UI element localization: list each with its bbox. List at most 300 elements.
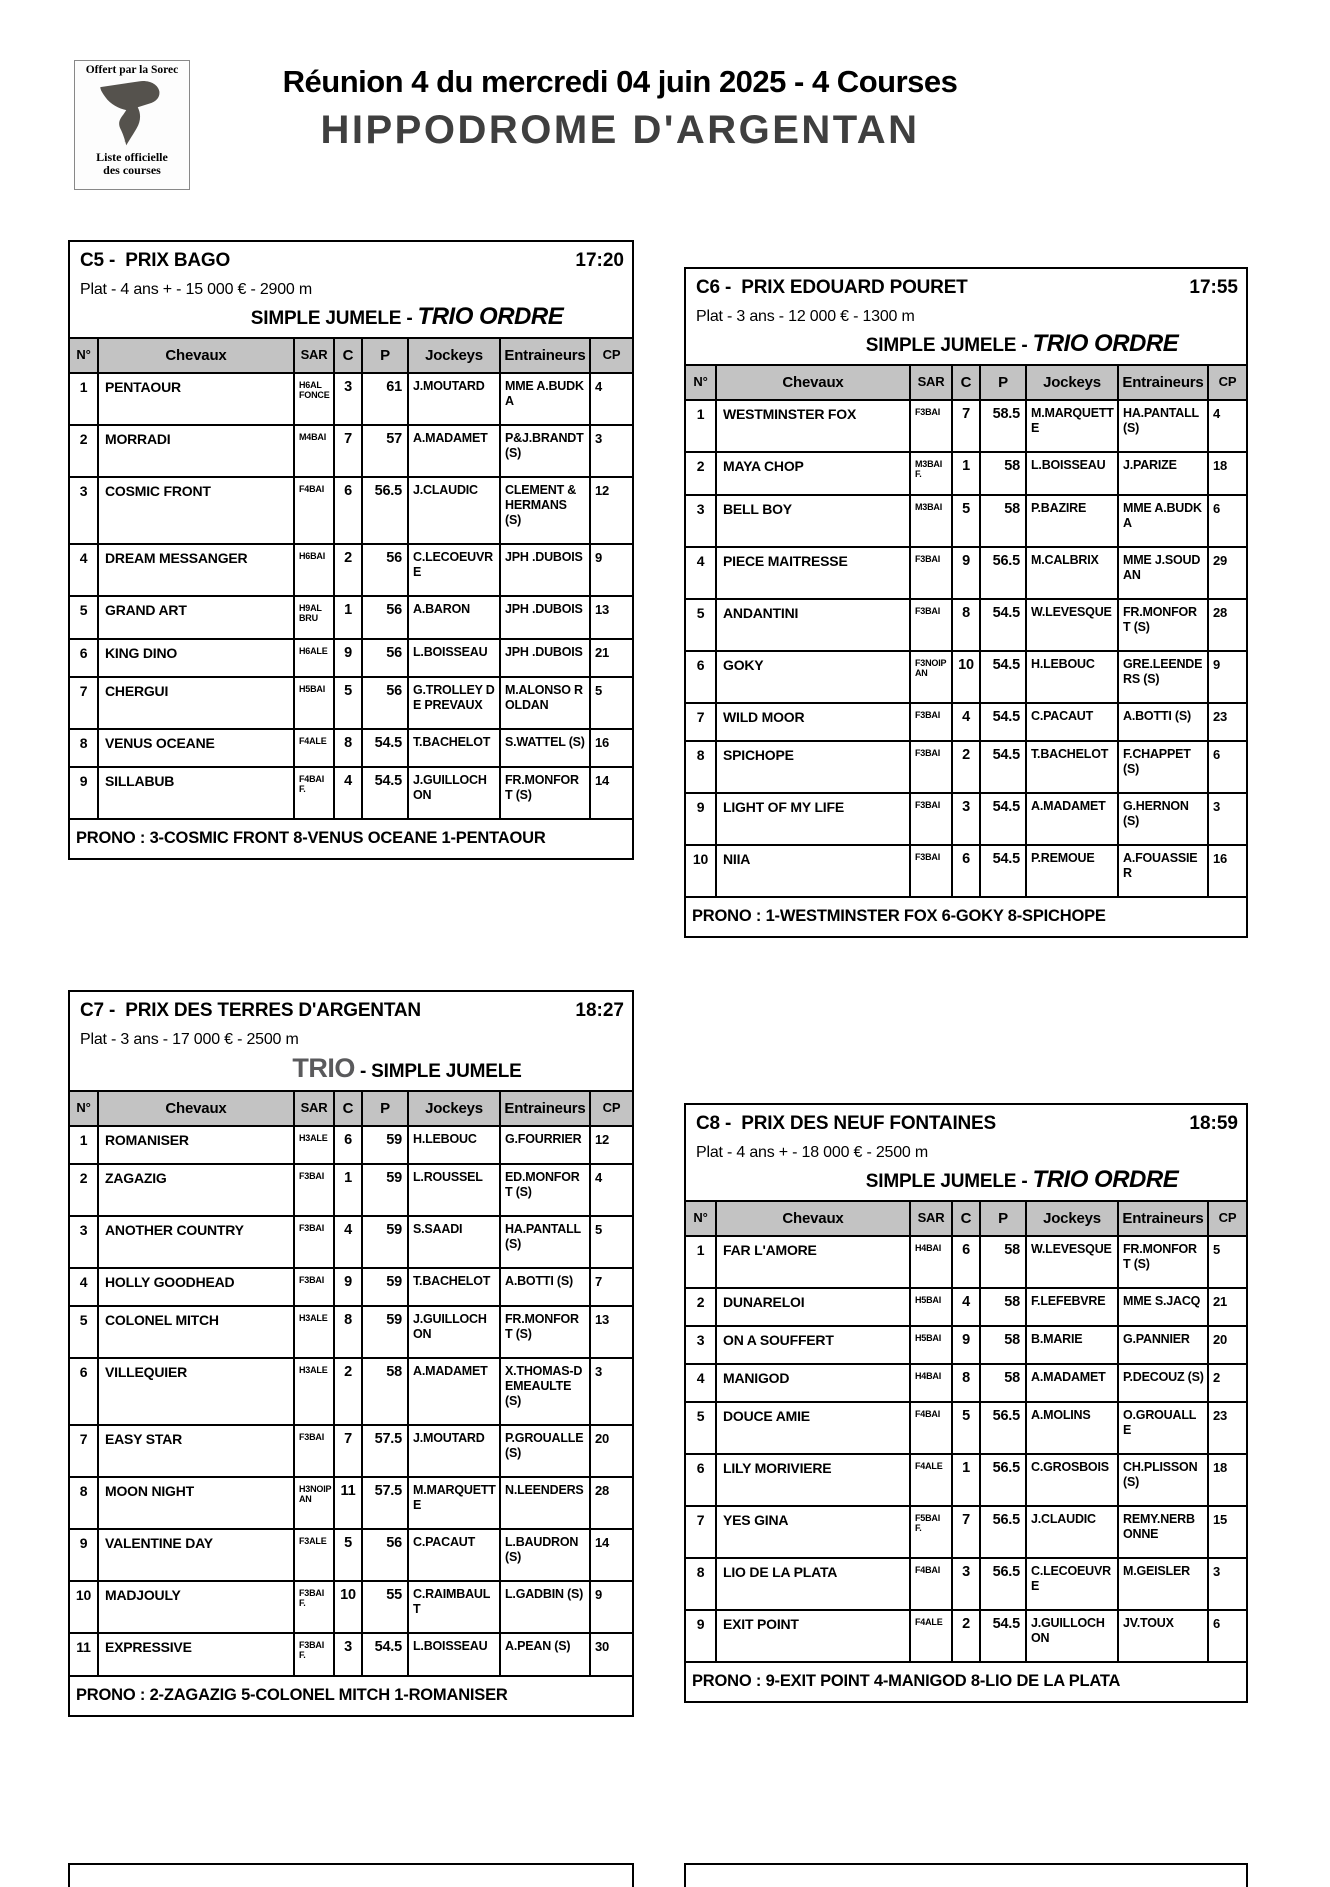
cp-value: 12 [590, 477, 632, 544]
jockey-name: L.ROUSSEL [408, 1164, 500, 1216]
trainer-name: O.GROUALLE [1118, 1402, 1208, 1454]
horse-name: LIO DE LA PLATA [716, 1558, 910, 1610]
jockey-name: C.LECOEUVRE [408, 544, 500, 596]
jockey-name: T.BACHELOT [408, 1268, 500, 1306]
jockey-name: A.MADAMET [1026, 793, 1118, 845]
jockey-name: J.MOUTARD [408, 1425, 500, 1477]
col-header-num: N° [686, 1202, 716, 1236]
table-header-row [70, 339, 632, 373]
horse-sar: F3BAI [294, 1216, 334, 1268]
col-header-c: C [952, 1202, 980, 1236]
jockey-name: J.CLAUDIC [408, 477, 500, 544]
corde-number: 9 [334, 639, 362, 677]
poids-value: 57.5 [362, 1477, 408, 1529]
cp-value: 16 [590, 729, 632, 767]
corde-number: 2 [334, 1358, 362, 1425]
prono-row [70, 1676, 632, 1715]
horse-row [686, 1558, 1246, 1610]
cp-value: 29 [1208, 547, 1246, 599]
poids-value: 56.5 [980, 1454, 1026, 1506]
row-number: 6 [70, 639, 98, 677]
trainer-name: A.PEAN (S) [500, 1633, 590, 1676]
cp-value: 7 [590, 1268, 632, 1306]
poids-value: 56 [362, 544, 408, 596]
horse-row [70, 1216, 632, 1268]
horse-sar: H6BAI [294, 544, 334, 596]
jockey-name: H.LEBOUC [1026, 651, 1118, 703]
col-header-sar: SAR [294, 1092, 334, 1126]
row-number: 4 [70, 544, 98, 596]
horse-row [686, 793, 1246, 845]
jockey-name: M.CALBRIX [1026, 547, 1118, 599]
horse-name: ZAGAZIG [98, 1164, 294, 1216]
cp-value: 23 [1208, 703, 1246, 741]
horse-sar: F4ALE [910, 1610, 952, 1662]
jockey-name: A.MADAMET [408, 425, 500, 477]
corde-number: 7 [952, 1506, 980, 1558]
poids-value: 59 [362, 1126, 408, 1164]
horse-sar: F3BAI [910, 547, 952, 599]
horse-name: BELL BOY [716, 495, 910, 547]
trainer-name: G.FOURRIER [500, 1126, 590, 1164]
row-number: 9 [70, 767, 98, 819]
next-table-cutoff-left [68, 1863, 634, 1887]
race-bet-types [80, 1053, 624, 1084]
poids-value: 61 [362, 373, 408, 425]
poids-value: 54.5 [980, 741, 1026, 793]
horse-sar: F3BAI [910, 703, 952, 741]
row-number: 3 [686, 495, 716, 547]
trainer-name: L.GADBIN (S) [500, 1581, 590, 1633]
jockey-name: B.MARIE [1026, 1326, 1118, 1364]
horse-name: VALENTINE DAY [98, 1529, 294, 1581]
row-number: 3 [686, 1326, 716, 1364]
corde-number: 1 [334, 596, 362, 639]
col-header-horse: Chevaux [716, 366, 910, 400]
poids-value: 56 [362, 677, 408, 729]
horse-row [70, 544, 632, 596]
col-header-cp: CP [590, 1092, 632, 1126]
trainer-name: G.PANNIER [1118, 1326, 1208, 1364]
trainer-name: JPH .DUBOIS [500, 596, 590, 639]
poids-value: 57.5 [362, 1425, 408, 1477]
horse-sar: H5BAI [910, 1326, 952, 1364]
horse-sar: H3NOIP AN [294, 1477, 334, 1529]
race-header [70, 242, 632, 339]
cp-value: 28 [590, 1477, 632, 1529]
col-header-sar: SAR [910, 366, 952, 400]
corde-number: 1 [334, 1164, 362, 1216]
race-time: 18:27 [575, 1000, 624, 1021]
col-header-c: C [952, 366, 980, 400]
col-header-c: C [334, 339, 362, 373]
cp-value: 2 [1208, 1364, 1246, 1402]
corde-number: 8 [334, 1306, 362, 1358]
cp-value: 21 [1208, 1288, 1246, 1326]
poids-value: 58 [362, 1358, 408, 1425]
race-conditions: Plat - 3 ans - 12 000 € - 1300 m [696, 308, 915, 325]
cp-value: 3 [590, 425, 632, 477]
corde-number: 7 [952, 400, 980, 452]
horse-sar: F4ALE [910, 1454, 952, 1506]
trainer-name: FR.MONFORT (S) [1118, 1236, 1208, 1288]
col-header-p: P [362, 339, 408, 373]
horse-name: YES GINA [716, 1506, 910, 1558]
horse-name: DUNARELOI [716, 1288, 910, 1326]
jockey-name: C.PACAUT [408, 1529, 500, 1581]
corde-number: 8 [334, 729, 362, 767]
trainer-name: MME A.BUDKA [500, 373, 590, 425]
horse-name: VENUS OCEANE [98, 729, 294, 767]
poids-value: 56.5 [980, 1506, 1026, 1558]
horse-name: WESTMINSTER FOX [716, 400, 910, 452]
cp-value: 20 [1208, 1326, 1246, 1364]
corde-number: 7 [334, 425, 362, 477]
trainer-name: P.DECOUZ (S) [1118, 1364, 1208, 1402]
poids-value: 54.5 [980, 651, 1026, 703]
poids-value: 56.5 [980, 1402, 1026, 1454]
corde-number: 10 [334, 1581, 362, 1633]
horse-name: LIGHT OF MY LIFE [716, 793, 910, 845]
horse-row [70, 639, 632, 677]
table-header-row [70, 1092, 632, 1126]
trainer-name: JV.TOUX [1118, 1610, 1208, 1662]
horse-name: DREAM MESSANGER [98, 544, 294, 596]
row-number: 2 [686, 1288, 716, 1326]
cp-value: 3 [590, 1358, 632, 1425]
jockey-name: P.REMOUE [1026, 845, 1118, 897]
race-card-c7 [68, 990, 634, 1717]
trainer-name: G.HERNON (S) [1118, 793, 1208, 845]
row-number: 3 [70, 477, 98, 544]
poids-value: 56 [362, 596, 408, 639]
horse-sar: F5BAI F. [910, 1506, 952, 1558]
jockey-name: C.LECOEUVRE [1026, 1558, 1118, 1610]
horse-sar: F3BAI [910, 793, 952, 845]
cp-value: 4 [590, 1164, 632, 1216]
prono-line: PRONO : 3-COSMIC FRONT 8-VENUS OCEANE 1-PENTAOUR [70, 819, 632, 858]
corde-number: 2 [952, 741, 980, 793]
horse-sar: H4BAI [910, 1364, 952, 1402]
corde-number: 6 [334, 1126, 362, 1164]
col-header-c: C [334, 1092, 362, 1126]
horse-sar: H9AL BRU [294, 596, 334, 639]
jockey-name: F.LEFEBVRE [1026, 1288, 1118, 1326]
jockey-name: J.GUILLOCHON [408, 1306, 500, 1358]
prono-line: PRONO : 1-WESTMINSTER FOX 6-GOKY 8-SPICHOPE [686, 897, 1246, 936]
horse-row [686, 400, 1246, 452]
horse-row [686, 1454, 1246, 1506]
cp-value: 16 [1208, 845, 1246, 897]
jockey-name: P.BAZIRE [1026, 495, 1118, 547]
poids-value: 58 [980, 495, 1026, 547]
row-number: 8 [686, 741, 716, 793]
cp-value: 18 [1208, 1454, 1246, 1506]
bet-plain-text: SIMPLE JUMELE - [865, 335, 1033, 356]
poids-value: 59 [362, 1164, 408, 1216]
cp-value: 6 [1208, 1610, 1246, 1662]
horse-name: NIIA [716, 845, 910, 897]
horse-row [70, 1358, 632, 1425]
trainer-name: J.PARIZE [1118, 452, 1208, 495]
poids-value: 55 [362, 1581, 408, 1633]
trainer-name: F.CHAPPET (S) [1118, 741, 1208, 793]
corde-number: 8 [952, 1364, 980, 1402]
cp-value: 14 [590, 767, 632, 819]
cp-value: 30 [590, 1633, 632, 1676]
jockey-name: A.MADAMET [1026, 1364, 1118, 1402]
row-number: 2 [70, 425, 98, 477]
cp-value: 14 [590, 1529, 632, 1581]
horse-row [70, 1581, 632, 1633]
cp-value: 6 [1208, 495, 1246, 547]
col-header-horse: Chevaux [98, 339, 294, 373]
prono-line: PRONO : 2-ZAGAZIG 5-COLONEL MITCH 1-ROMANISER [70, 1676, 632, 1715]
corde-number: 9 [952, 1326, 980, 1364]
trainer-name: MME A.BUDKA [1118, 495, 1208, 547]
jockey-name: M.MARQUETTE [1026, 400, 1118, 452]
col-header-cp: CP [590, 339, 632, 373]
trainer-name: S.WATTEL (S) [500, 729, 590, 767]
poids-value: 58 [980, 1364, 1026, 1402]
bet-plain-text: - SIMPLE JUMELE [354, 1061, 522, 1082]
corde-number: 6 [952, 1236, 980, 1288]
row-number: 7 [686, 703, 716, 741]
corde-number: 1 [952, 1454, 980, 1506]
horse-sar: F3BAI [294, 1164, 334, 1216]
cp-value: 5 [590, 677, 632, 729]
poids-value: 58 [980, 1288, 1026, 1326]
race-bet-types [696, 1166, 1238, 1194]
corde-number: 4 [952, 703, 980, 741]
horse-row [686, 599, 1246, 651]
poids-value: 58 [980, 452, 1026, 495]
row-number: 4 [686, 547, 716, 599]
jockey-name: J.GUILLOCHON [408, 767, 500, 819]
horse-row [686, 495, 1246, 547]
bet-fancy-text: TRIO [292, 1053, 355, 1083]
row-number: 6 [686, 1454, 716, 1506]
horse-sar: M3BAI F. [910, 452, 952, 495]
cp-value: 13 [590, 596, 632, 639]
jockey-name: L.BOISSEAU [1026, 452, 1118, 495]
poids-value: 56 [362, 1529, 408, 1581]
row-number: 1 [686, 400, 716, 452]
cp-value: 9 [590, 544, 632, 596]
horse-sar: F3NOIP AN [910, 651, 952, 703]
row-number: 3 [70, 1216, 98, 1268]
cp-value: 18 [1208, 452, 1246, 495]
trainer-name: P&J.BRANDT (S) [500, 425, 590, 477]
jockey-name: S.SAADI [408, 1216, 500, 1268]
race-card-c8 [684, 1103, 1248, 1703]
col-header-sar: SAR [294, 339, 334, 373]
row-number: 8 [70, 1477, 98, 1529]
hippodrome-title: HIPPODROME D'ARGENTAN [320, 108, 920, 152]
bet-fancy-text: TRIO ORDRE [1032, 330, 1179, 357]
horse-name: MAYA CHOP [716, 452, 910, 495]
poids-value: 56.5 [980, 1558, 1026, 1610]
row-number: 9 [70, 1529, 98, 1581]
horse-sar: F4BAI [910, 1558, 952, 1610]
poids-value: 59 [362, 1268, 408, 1306]
horse-name: COLONEL MITCH [98, 1306, 294, 1358]
horse-row [70, 767, 632, 819]
corde-number: 3 [952, 793, 980, 845]
cp-value: 20 [590, 1425, 632, 1477]
sorec-logo-box [74, 60, 190, 190]
row-number: 11 [70, 1633, 98, 1676]
col-header-sar: SAR [910, 1202, 952, 1236]
corde-number: 3 [334, 373, 362, 425]
jockey-name: J.CLAUDIC [1026, 1506, 1118, 1558]
col-header-trainer: Entraineurs [1118, 1202, 1208, 1236]
horse-row [686, 703, 1246, 741]
poids-value: 54.5 [980, 599, 1026, 651]
runners-table [70, 339, 632, 858]
corde-number: 8 [952, 599, 980, 651]
trainer-name: HA.PANTALL (S) [500, 1216, 590, 1268]
horse-row [70, 1268, 632, 1306]
horse-sar: F3BAI [910, 599, 952, 651]
poids-value: 56 [362, 639, 408, 677]
poids-value: 58 [980, 1326, 1026, 1364]
trainer-name: CH.PLISSON (S) [1118, 1454, 1208, 1506]
prono-row [70, 819, 632, 858]
race-card-c5 [68, 240, 634, 860]
trainer-name: A.BOTTI (S) [1118, 703, 1208, 741]
corde-number: 9 [952, 547, 980, 599]
row-number: 2 [686, 452, 716, 495]
trainer-name: N.LEENDERS [500, 1477, 590, 1529]
horse-sar: M4BAI [294, 425, 334, 477]
col-header-p: P [362, 1092, 408, 1126]
jockey-name: T.BACHELOT [408, 729, 500, 767]
cp-value: 3 [1208, 793, 1246, 845]
cp-value: 21 [590, 639, 632, 677]
horse-row [686, 1402, 1246, 1454]
horse-name: GRAND ART [98, 596, 294, 639]
row-number: 4 [686, 1364, 716, 1402]
horse-row [686, 452, 1246, 495]
jockey-name: G.TROLLEY DE PREVAUX [408, 677, 500, 729]
trainer-name: FR.MONFORT (S) [500, 767, 590, 819]
horse-row [70, 1425, 632, 1477]
jockey-name: C.RAIMBAULT [408, 1581, 500, 1633]
corde-number: 2 [952, 1610, 980, 1662]
horse-row [70, 596, 632, 639]
horse-name: MORRADI [98, 425, 294, 477]
jockey-name: M.MARQUETTE [408, 1477, 500, 1529]
row-number: 1 [686, 1236, 716, 1288]
cp-value: 4 [590, 373, 632, 425]
col-header-jockey: Jockeys [408, 1092, 500, 1126]
jockey-name: H.LEBOUC [408, 1126, 500, 1164]
row-number: 5 [686, 599, 716, 651]
horse-sar: F4BAI F. [294, 767, 334, 819]
race-conditions: Plat - 4 ans + - 18 000 € - 2500 m [696, 1144, 929, 1161]
horse-row [686, 1506, 1246, 1558]
horse-name: HOLLY GOODHEAD [98, 1268, 294, 1306]
trainer-name: GRE.LEENDERS (S) [1118, 651, 1208, 703]
horse-sar: F4BAI [910, 1402, 952, 1454]
jockey-name: A.MOLINS [1026, 1402, 1118, 1454]
bet-fancy-text: TRIO ORDRE [417, 303, 564, 330]
horse-sar: H5BAI [294, 677, 334, 729]
trainer-name: JPH .DUBOIS [500, 544, 590, 596]
horse-row [70, 1306, 632, 1358]
trainer-name: FR.MONFORT (S) [500, 1306, 590, 1358]
race-card-c6 [684, 267, 1248, 938]
corde-number: 4 [334, 767, 362, 819]
horse-name: MADJOULY [98, 1581, 294, 1633]
horse-sar: H6AL FONCE [294, 373, 334, 425]
jockey-name: L.BOISSEAU [408, 1633, 500, 1676]
col-header-num: N° [70, 1092, 98, 1126]
horse-row [70, 729, 632, 767]
logo-top-text: Offert par la Sorec [85, 64, 179, 76]
horse-sar: F3BAI F. [294, 1633, 334, 1676]
horse-sar: H3ALE [294, 1358, 334, 1425]
row-number: 10 [686, 845, 716, 897]
col-header-trainer: Entraineurs [1118, 366, 1208, 400]
horse-sar: F4BAI [294, 477, 334, 544]
trainer-name: ED.MONFORT (S) [500, 1164, 590, 1216]
race-time: 17:20 [575, 250, 624, 271]
cp-value: 4 [1208, 400, 1246, 452]
horse-name: MANIGOD [716, 1364, 910, 1402]
jockey-name: L.BOISSEAU [408, 639, 500, 677]
horse-sar: H3ALE [294, 1126, 334, 1164]
col-header-p: P [980, 366, 1026, 400]
race-time: 18:59 [1189, 1113, 1238, 1134]
row-number: 10 [70, 1581, 98, 1633]
corde-number: 9 [334, 1268, 362, 1306]
bet-fancy-text: TRIO ORDRE [1032, 1166, 1179, 1193]
row-number: 5 [70, 1306, 98, 1358]
prono-line: PRONO : 9-EXIT POINT 4-MANIGOD 8-LIO DE LA PLATA [686, 1662, 1246, 1701]
horse-name: PIECE MAITRESSE [716, 547, 910, 599]
horse-name: EXPRESSIVE [98, 1633, 294, 1676]
jockey-name: W.LEVESQUE [1026, 1236, 1118, 1288]
horse-name: MOON NIGHT [98, 1477, 294, 1529]
horse-name: ROMANISER [98, 1126, 294, 1164]
race-time: 17:55 [1189, 277, 1238, 298]
horse-row [70, 1529, 632, 1581]
horse-row [686, 845, 1246, 897]
logo-bottom-text-1: Liste officielle [96, 150, 168, 164]
row-number: 1 [70, 373, 98, 425]
row-number: 2 [70, 1164, 98, 1216]
horse-sar: F3BAI F. [294, 1581, 334, 1633]
horse-row [70, 1477, 632, 1529]
poids-value: 54.5 [362, 729, 408, 767]
runners-table [686, 1202, 1246, 1701]
trainer-name: L.BAUDRON (S) [500, 1529, 590, 1581]
row-number: 5 [70, 596, 98, 639]
row-number: 8 [70, 729, 98, 767]
trainer-name: HA.PANTALL (S) [1118, 400, 1208, 452]
horse-name: FAR L'AMORE [716, 1236, 910, 1288]
trainer-name: X.THOMAS-DEMEAULTE (S) [500, 1358, 590, 1425]
horse-row [686, 1236, 1246, 1288]
poids-value: 59 [362, 1216, 408, 1268]
horse-sar: F3BAI [910, 741, 952, 793]
horse-name: DOUCE AMIE [716, 1402, 910, 1454]
trainer-name: MME J.SOUDAN [1118, 547, 1208, 599]
table-header-row [686, 366, 1246, 400]
row-number: 5 [686, 1402, 716, 1454]
